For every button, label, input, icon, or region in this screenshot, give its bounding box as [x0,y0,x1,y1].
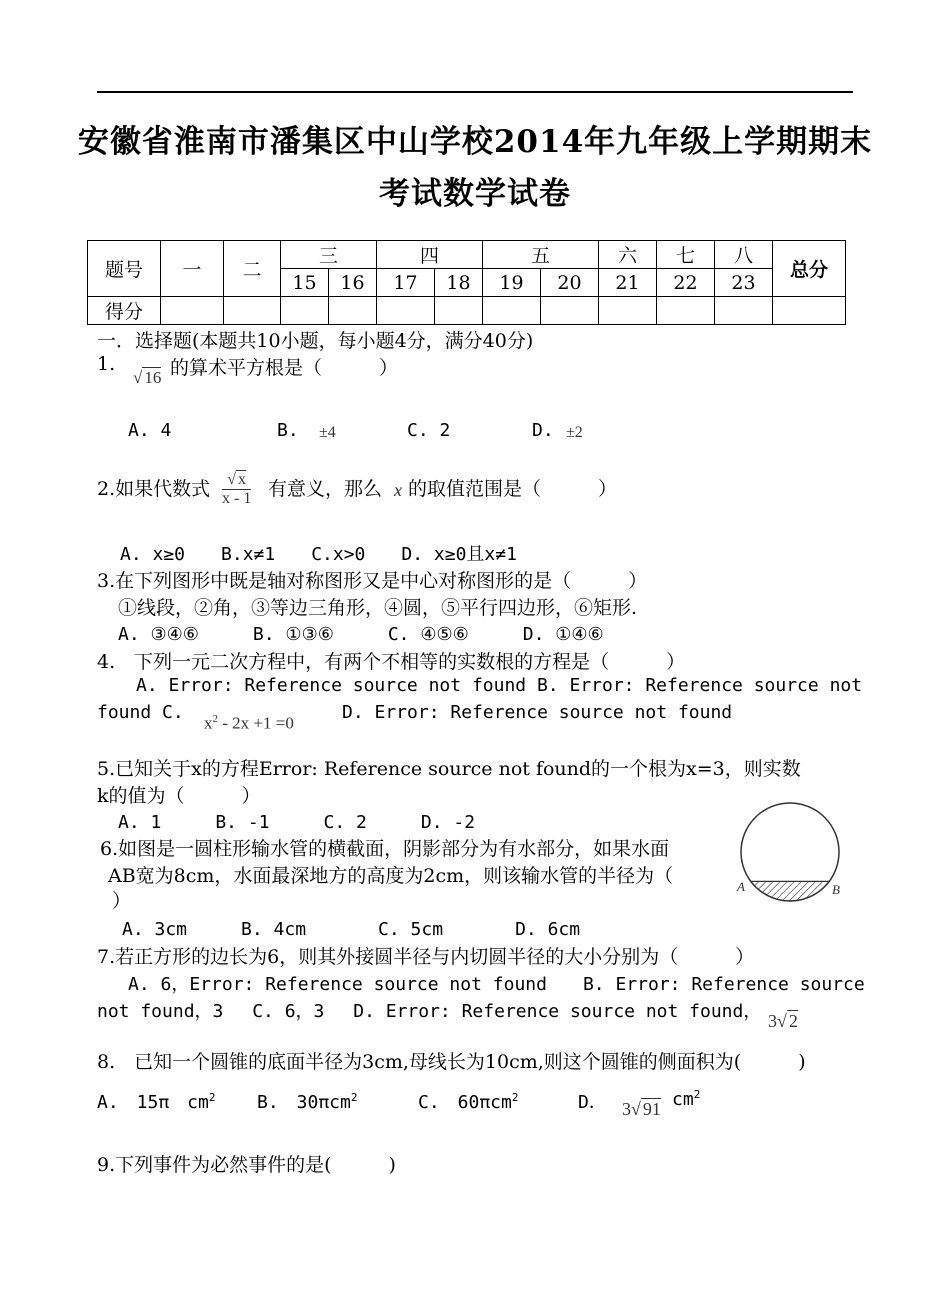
q6-line2: AB宽为8cm，水面最深地方的高度为2cm，则该输水管的半径为（ [108,865,674,887]
q1-option-b-value: ±4 [319,424,336,441]
cell-sub: 21 [599,269,657,297]
score-cell [657,297,715,325]
cell-sub: 20 [541,269,599,297]
cell-col8: 八 [715,241,773,269]
cell-sub: 23 [715,269,773,297]
q8-option-c: C. 60πcm$^2$ [418,1091,519,1113]
score-cell [773,297,846,325]
q7-line1: A. 6，Error: Reference source not found B. Error: Reference source [128,974,865,995]
q1-prefix: 1. [97,353,116,375]
q2-tail: 的取值范围是（ ） [408,478,618,500]
fig-label-b: B [832,882,840,897]
q1-radicand: 16 [144,368,162,387]
score-cell [483,297,541,325]
cell-sub: 16 [329,269,377,297]
q1-option-a: A. 4 [128,420,172,441]
q7-line2: not found，3 C. 6，3 D. Error: Reference source not found， [97,1001,762,1022]
cell-col6: 六 [599,241,657,269]
cell-col2: 二 [224,241,281,297]
q4-equation: $x^2 - 2x +1 =0$ [204,713,294,733]
q2-fraction [222,470,251,508]
q5-options: A. 1 B. -1 C. 2 D. -2 [118,812,476,833]
q1-sqrt: √ 16 [133,368,162,387]
score-table [87,240,846,325]
q2-var: x [394,480,402,500]
q2-mid: 有意义，那么 [268,478,383,500]
section-heading: 一．选择题(本题共10小题，每小题4分，满分40分) [97,330,534,352]
q6-options: A. 3cm B. 4cm C. 5cm D. 6cm [122,919,581,940]
q4-line1: A. Error: Reference source not found B. Error: Reference source not [136,675,863,696]
cell-col1: 一 [161,241,224,297]
cell-col7: 七 [657,241,715,269]
q2-numerator: √ x [222,470,251,490]
q5-line1: 5.已知关于x的方程Error: Reference source not found的一个根为x=3，则实数 [97,758,801,780]
q2-options: A. x≥0 B.x≠1 C.x>0 D. x≥0且x≠1 [120,544,517,565]
q7-text: 7.若正方形的边长为6，则其外接圆半径与内切圆半径的大小分别为（ ） [97,946,755,968]
q6-line1: 6.如图是一圆柱形输水管的横截面，阴影部分为有水部分，如果水面 [100,838,670,860]
q2-prefix: 2.如果代数式 [97,478,211,500]
cell-sub: 15 [281,269,329,297]
q5-line2: k的值为（ ） [97,785,261,807]
q4-line2-start: found C. [97,702,184,723]
water-shaded-region [751,881,829,901]
score-cell [281,297,329,325]
score-cell [435,297,483,325]
q1-option-d-label: D. [532,420,554,441]
q8-option-a: A. 15π $cm^2$ [97,1091,216,1113]
q8-text: 8. 已知一个圆锥的底面半径为3cm,母线长为10cm,则这个圆锥的侧面积为( ) [97,1051,806,1073]
q8-option-d-label: D． [578,1092,607,1113]
page-title-line1: 安徽省淮南市潘集区中山学校2014年九年级上学期期末 [77,124,873,160]
q1-option-d-value: ±2 [566,424,583,441]
top-rule [97,91,853,93]
score-cell [715,297,773,325]
score-cell [377,297,435,325]
q1-option-c: C. 2 [407,420,451,441]
cell-total: 总分 [773,241,846,297]
q3-options: A. ③④⑥ B. ①③⑥ C. ④⑤⑥ D. ①④⑥ [118,624,604,645]
q6-line3: ） [112,890,132,912]
q4-text: 4. 下列一元二次方程中，有两个不相等的实数根的方程是（ ） [97,651,686,673]
q9-text: 9.下列事件为必然事件的是( ) [97,1154,396,1176]
cell-col4: 四 [377,241,483,269]
q7-expr: 3√ 2 [768,1011,798,1031]
score-cell [541,297,599,325]
q3-items: ①线段，②角，③等边三角形，④圆，⑤平行四边形，⑥矩形. [118,597,638,619]
cell-sub: 22 [657,269,715,297]
score-cell [224,297,281,325]
q3-text: 3.在下列图形中既是轴对称图形又是中心对称图形的是（ ） [97,570,648,592]
q8-option-b: B. 30πcm$^2$ [257,1091,358,1113]
q4-line2-end: D. Error: Reference source not found [342,702,733,723]
score-cell [599,297,657,325]
q8-option-d-expr: 3√ 91 [622,1099,661,1119]
cell-sub: 17 [377,269,435,297]
cell-defen: 得分 [88,297,161,325]
cell-sub: 18 [435,269,483,297]
q8-option-d-unit: $cm^2$ [672,1088,701,1110]
q1-option-b-label: B. [277,420,299,441]
fig-label-a: A [737,879,745,894]
cell-col3: 三 [281,241,377,269]
q1-text: 的算术平方根是（ ） [170,357,399,379]
page-title-line2: 考试数学试卷 [379,176,571,212]
cell-tihao: 题号 [88,241,161,297]
score-cell [329,297,377,325]
score-cell [161,297,224,325]
q2-denominator: x - 1 [222,490,252,507]
cell-col5: 五 [483,241,599,269]
cell-sub: 19 [483,269,541,297]
pipe-cross-section-figure [734,800,850,906]
